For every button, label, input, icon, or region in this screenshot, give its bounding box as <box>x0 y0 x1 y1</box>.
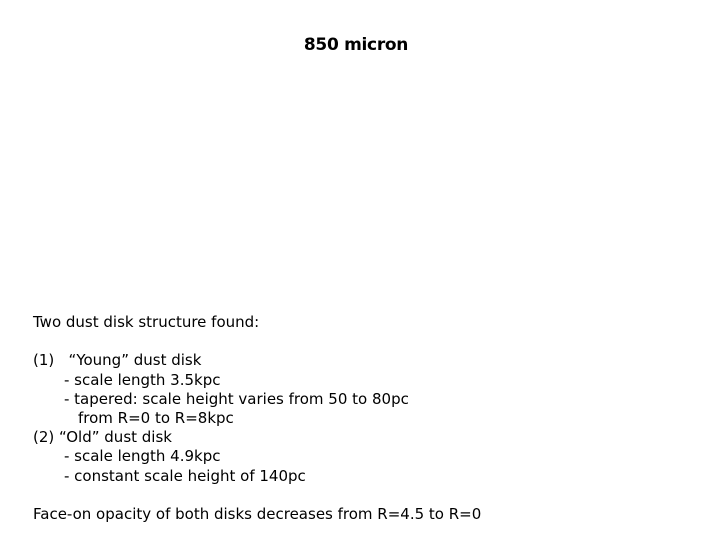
young-disk-scale-height: - tapered: scale height varies from 50 to 80pc <box>64 389 409 408</box>
young-disk-heading: (1) “Young” dust disk <box>33 351 202 370</box>
old-disk-scale-height: - constant scale height of 140pc <box>64 466 306 485</box>
slide-title: 850 micron <box>303 35 409 55</box>
blank-line <box>33 332 693 351</box>
slide-body <box>33 313 693 524</box>
young-disk-scale-length: - scale length 3.5kpc <box>64 370 221 389</box>
intro-text: Two dust disk structure found: <box>33 313 260 331</box>
conclusion-text: Face-on opacity of both disks decreases from R=4.5 to R=0 <box>33 504 482 523</box>
old-disk-scale-length: - scale length 4.9kpc <box>64 447 221 466</box>
young-disk-scale-height-range: from R=0 to R=8kpc <box>78 408 234 427</box>
old-disk-heading: (2) “Old” dust disk <box>33 428 172 447</box>
blank-line <box>33 486 693 505</box>
